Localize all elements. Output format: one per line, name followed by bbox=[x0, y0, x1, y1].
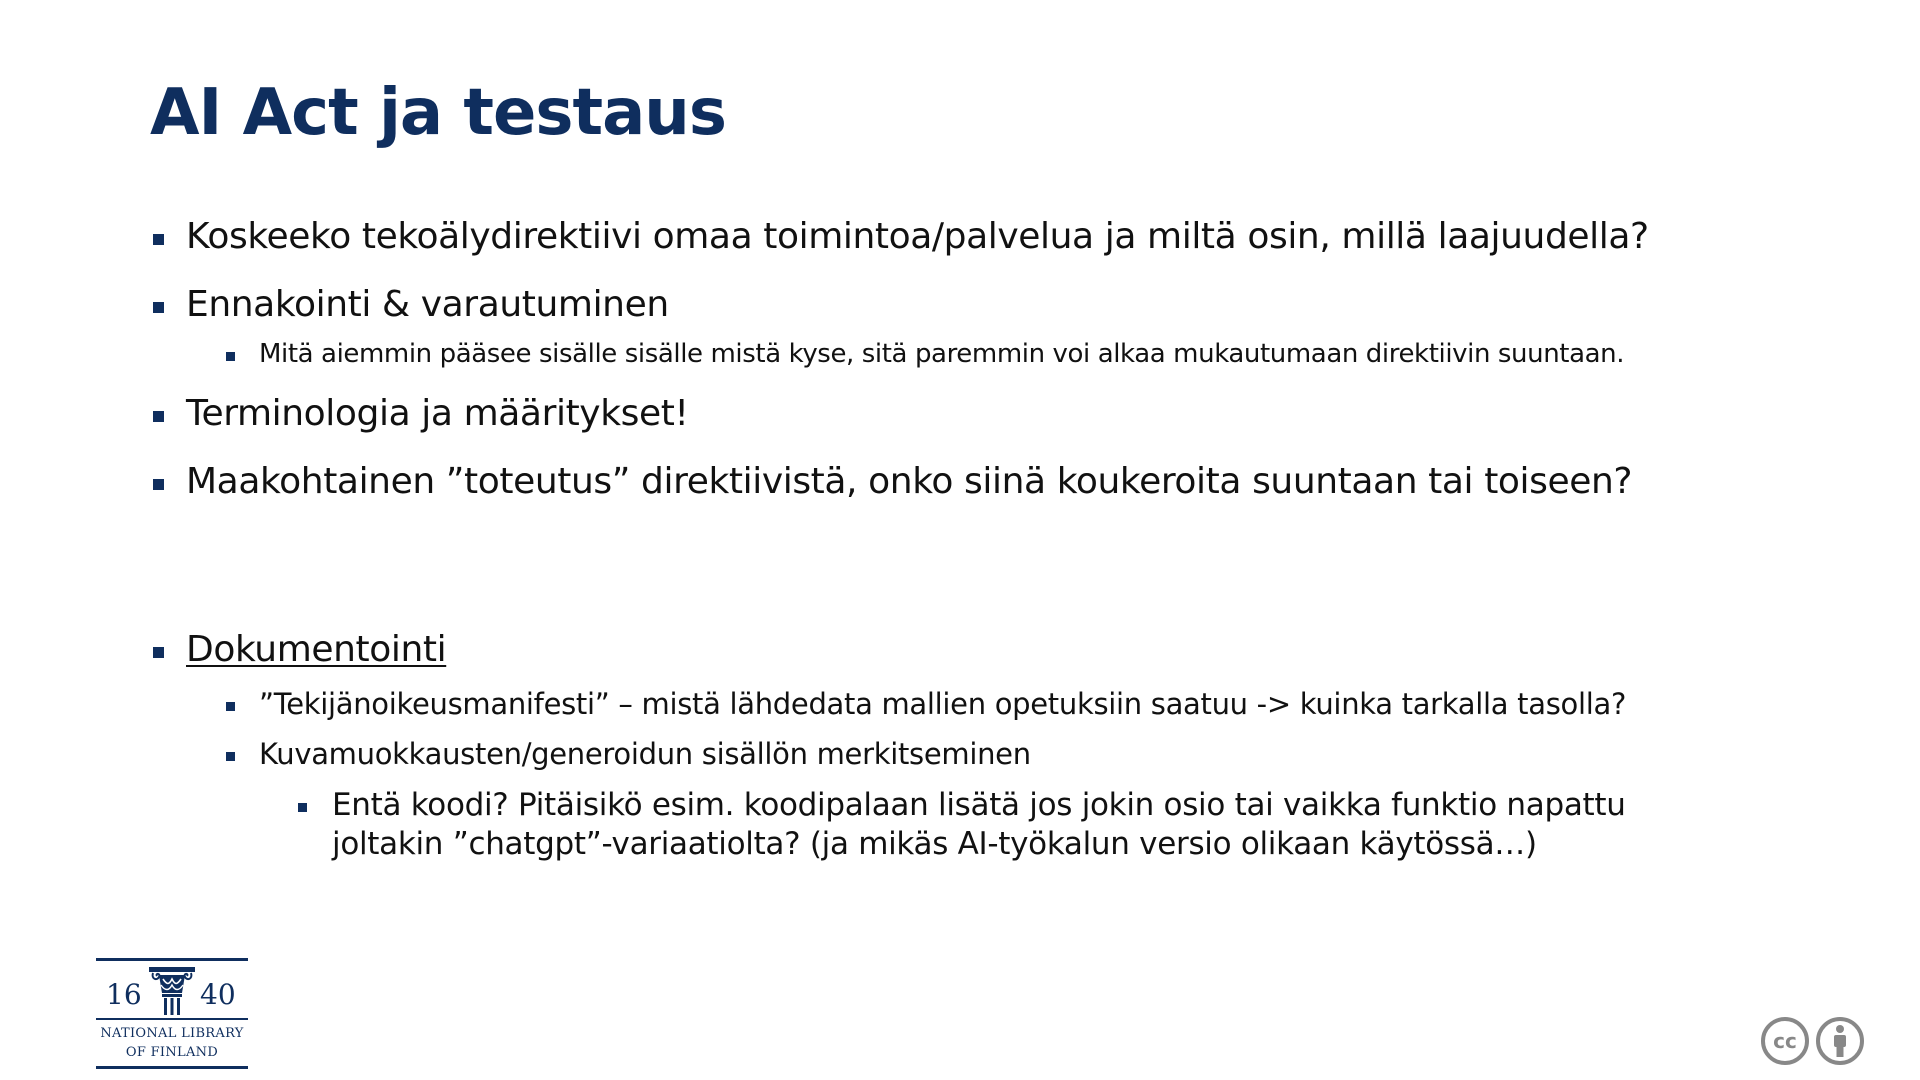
bullet-item bbox=[150, 459, 1870, 504]
svg-text:cc: cc bbox=[1773, 1029, 1797, 1053]
logo-year-left: 16 bbox=[106, 978, 142, 1011]
logo-name-line: NATIONAL LIBRARY bbox=[100, 1026, 244, 1041]
square-bullet-icon bbox=[226, 352, 235, 361]
sub-bullet-text: Kuvamuokkausten/generoidun sisällön merkitseminen bbox=[259, 736, 1031, 771]
square-bullet-icon bbox=[153, 411, 164, 422]
list-spacer bbox=[150, 527, 1870, 627]
square-bullet-icon bbox=[153, 234, 164, 245]
bullet-text: Terminologia ja määritykset! bbox=[186, 392, 689, 434]
sub-sub-bullet-text-line: joltakin ”chatgpt”-variaatiolta? (ja mikäs AI-työkalun versio olikaan käytössä…) bbox=[332, 825, 1537, 862]
sub-bullet-item bbox=[150, 338, 1870, 371]
square-bullet-icon bbox=[298, 803, 307, 812]
attribution-icon bbox=[1818, 1019, 1862, 1063]
cc-by-license-badge bbox=[1760, 1016, 1866, 1066]
bullet-item bbox=[150, 214, 1870, 259]
square-bullet-icon bbox=[226, 752, 235, 761]
square-bullet-icon bbox=[226, 702, 235, 711]
national-library-logo bbox=[96, 958, 248, 1070]
logo-top-rule bbox=[96, 958, 248, 961]
sub-bullet-text: Mitä aiemmin pääsee sisälle sisälle mistä kyse, sitä paremmin voi alkaa mukautumaan direktiivin suuntaan. bbox=[259, 339, 1625, 369]
bullet-list bbox=[150, 214, 1870, 864]
bullet-text: Ennakointi & varautuminen bbox=[186, 284, 669, 325]
sub-sub-bullet-text-line: Entä koodi? Pitäisikö esim. koodipalaan lisätä jos jokin osio tai vaikka funktio napattu bbox=[332, 787, 1626, 823]
creative-commons-icon bbox=[1763, 1019, 1807, 1063]
sub-bullet-item bbox=[150, 686, 1870, 722]
bullet-item bbox=[150, 391, 1870, 436]
bullet-text: Koskeeko tekoälydirektiivi omaa toimintoa/palvelua ja miltä osin, millä laajuudella? bbox=[186, 216, 1649, 257]
square-bullet-icon bbox=[153, 302, 164, 313]
bullet-text: Dokumentointi bbox=[186, 628, 447, 670]
column-capital-icon bbox=[149, 967, 195, 1015]
slide-title: AI Act ja testaus bbox=[150, 76, 726, 150]
bullet-item bbox=[150, 282, 1870, 327]
logo-year-right: 40 bbox=[200, 978, 236, 1011]
logo-bottom-rule bbox=[96, 1066, 248, 1069]
logo-name-line: OF FINLAND bbox=[125, 1045, 219, 1060]
square-bullet-icon bbox=[153, 479, 164, 490]
bullet-text: Maakohtainen ”toteutus” direktiivistä, onko siinä koukeroita suuntaan tai toiseen? bbox=[186, 460, 1633, 502]
sub-sub-bullet-item bbox=[150, 786, 1852, 864]
logo-middle-rule bbox=[96, 1018, 248, 1020]
bullet-item bbox=[150, 627, 1870, 672]
square-bullet-icon bbox=[153, 647, 164, 658]
sub-bullet-item bbox=[150, 736, 1870, 772]
sub-bullet-text: ”Tekijänoikeusmanifesti” – mistä lähdedata mallien opetuksiin saatuu -> kuinka tarkalla tasolla? bbox=[259, 686, 1627, 721]
